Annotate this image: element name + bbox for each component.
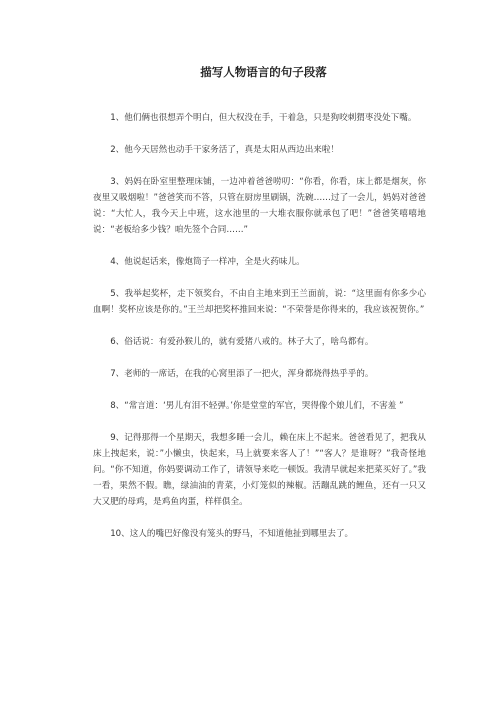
document-title: 描写人物语言的句子段落 xyxy=(200,65,327,79)
paragraph-6: 6、俗话说：有爱孙猴儿的，就有爱猪八戒的。林子大了，啥鸟都有。 xyxy=(110,337,374,347)
paragraph-5: 5、我举起奖杯，走下领奖台，不由自主地来到王兰面前，说：“这里面有你多少心血啊！奖杯应该是你的。”王兰却把奖杯推回来说：“不荣誉是你得来的，我应该祝贺你。” xyxy=(93,289,426,315)
paragraph-9: 9、记得那得一个星期天，我想多睡一会儿，赖在床上不起来。爸爸看见了，把我从床上拽起来，说：”小懒虫，快起来，马上就要来客人了！”“客人？是谁呀？”我奇怪地问。“你不知道，你妈要调动工作了，请领导来吃一顿饭。我清早就起来把菜买好了。”我一看，果然不假。瞧，绿油油的青菜，小灯笼似的辣椒。活蹦乱跳的鲤鱼，还有一只又大又肥的母鸡，是鸡鱼肉蛋，样样俱全。 xyxy=(93,433,426,507)
paragraph-list xyxy=(93,110,426,542)
paragraph-2: 2、他今天居然也动手干家务活了，真是太阳从西边出来啦！ xyxy=(110,145,340,155)
paragraph-7: 7、老师的一席话，在我的心窝里添了一把火，浑身都烧得热乎乎的。 xyxy=(110,369,374,379)
paragraph-10: 10、这人的嘴巴好像没有笼头的野马，不知道他扯到哪里去了。 xyxy=(110,529,354,539)
paragraph-3: 3、妈妈在卧室里整理床铺，一边冲着爸爸唠叨：“你看，你看，床上都是烟灰，你夜里又吸烟啦！”爸爸笑而不答，只管在厨房里刷锅，洗碗……过了一会儿，妈妈对爸爸说：“大忙人，我今天上中班，这水池里的一大堆衣服你就承包了吧！”爸爸笑嘻嘻地说：“老板给多少钱？咱先签个合同……” xyxy=(93,177,426,235)
paragraph-4: 4、他说起话来，像炮筒子一样冲，全是火药味儿。 xyxy=(110,257,305,267)
paragraph-8: 8、“常言道：‘男儿有泪不轻弹。’你是堂堂的军官，哭得像个娘儿们，不害羞 ” xyxy=(110,401,404,411)
paragraph-1: 1、他们俩也很想弄个明白，但大权没在手，干着急，只是狗咬刺猬枣没处下嘴。 xyxy=(110,113,417,123)
